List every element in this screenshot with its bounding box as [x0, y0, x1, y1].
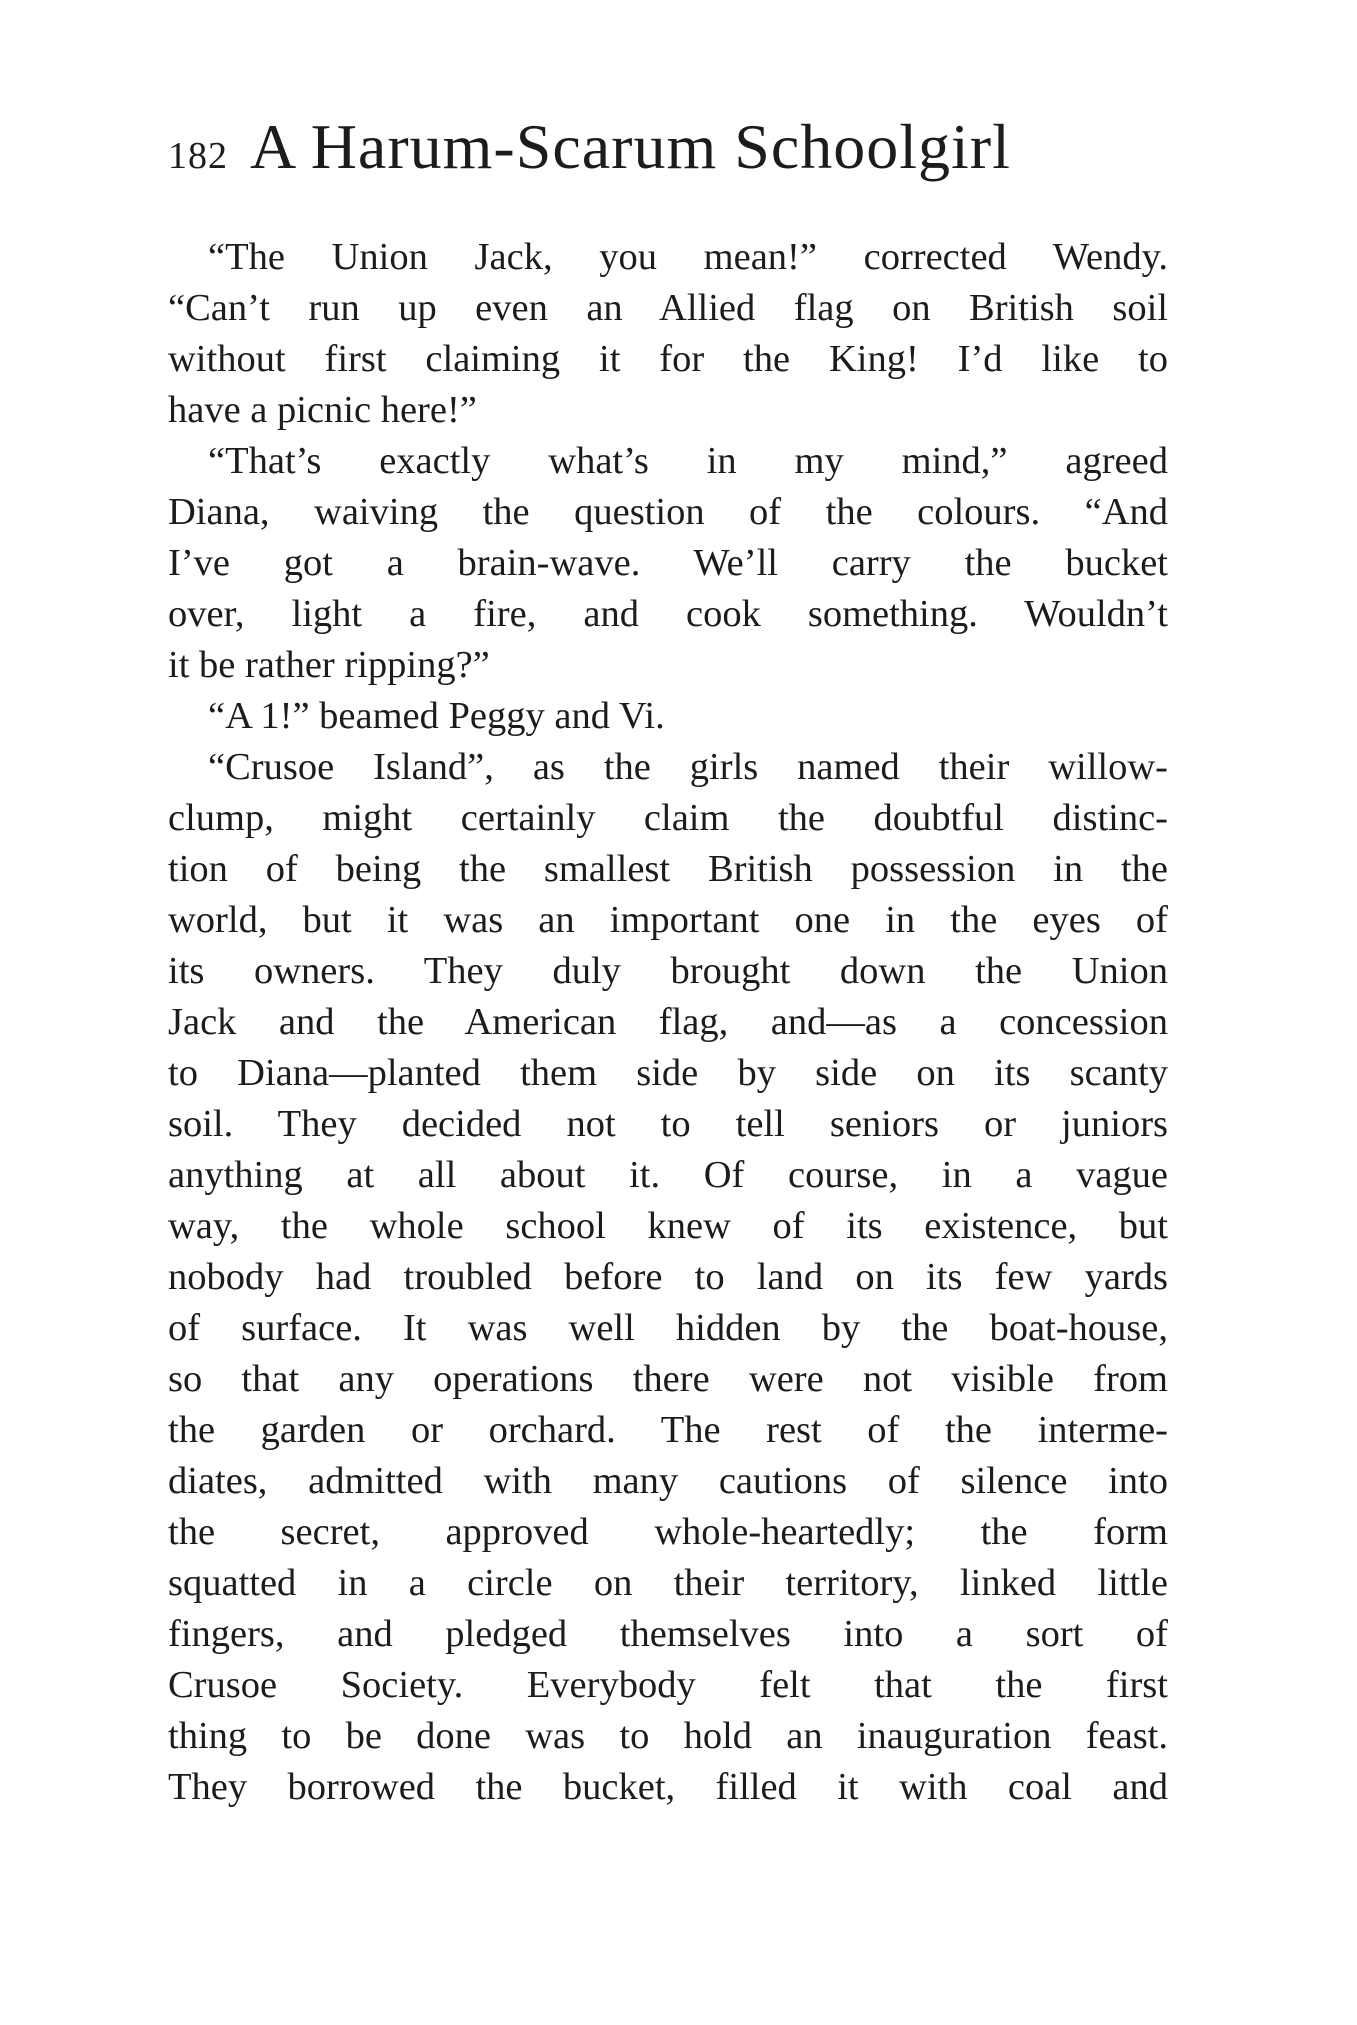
text-line: it be rather ripping?” [168, 644, 490, 686]
text-line: soil. They decided not to tell seniors or juniors [168, 1103, 1168, 1145]
text-line: way, the whole school knew of its existence, but [168, 1205, 1168, 1247]
text-line: anything at all about it. Of course, in a vague [168, 1154, 1168, 1196]
text-line: over, light a fire, and cook something. Wouldn’t [168, 593, 1168, 635]
page-number: 182 [168, 135, 228, 177]
text-line: “A 1!” beamed Peggy and Vi. [208, 695, 665, 737]
text-line: tion of being the smallest British possession in the [168, 848, 1168, 890]
body-text [168, 232, 1168, 1813]
text-line: squatted in a circle on their territory, linked little [168, 1562, 1168, 1604]
text-line: “Can’t run up even an Allied flag on British soil [168, 287, 1168, 329]
text-line: I’ve got a brain-wave. We’ll carry the bucket [168, 542, 1168, 584]
book-page [168, 110, 1168, 1813]
text-line: Crusoe Society. Everybody felt that the first [168, 1664, 1168, 1706]
book-title: A Harum-Scarum Schoolgirl [250, 111, 1011, 182]
text-line: the secret, approved whole-heartedly; the form [168, 1511, 1168, 1553]
text-line: thing to be done was to hold an inauguration feast. [168, 1715, 1168, 1757]
text-line: “The Union Jack, you mean!” corrected Wendy. [208, 236, 1168, 278]
text-line: fingers, and pledged themselves into a sort of [168, 1613, 1168, 1655]
text-line: clump, might certainly claim the doubtful distinc- [168, 797, 1168, 839]
text-line: so that any operations there were not visible from [168, 1358, 1168, 1400]
text-line: “That’s exactly what’s in my mind,” agreed [208, 440, 1168, 482]
text-line: Jack and the American flag, and—as a concession [168, 1001, 1168, 1043]
text-line: They borrowed the bucket, filled it with coal and [168, 1766, 1168, 1808]
text-line: Diana, waiving the question of the colours. “And [168, 491, 1168, 533]
text-line: diates, admitted with many cautions of silence into [168, 1460, 1168, 1502]
text-line: nobody had troubled before to land on its few yards [168, 1256, 1168, 1298]
running-head [168, 110, 1168, 206]
text-line: to Diana—planted them side by side on its scanty [168, 1052, 1168, 1094]
text-line: its owners. They duly brought down the Union [168, 950, 1168, 992]
text-line: without first claiming it for the King! I’d like to [168, 338, 1168, 380]
text-line: “Crusoe Island”, as the girls named their willow- [208, 746, 1168, 788]
text-line: world, but it was an important one in the eyes of [168, 899, 1168, 941]
text-line: of surface. It was well hidden by the boat-house, [168, 1307, 1168, 1349]
text-line: have a picnic here!” [168, 389, 477, 431]
text-line: the garden or orchard. The rest of the interme- [168, 1409, 1168, 1451]
